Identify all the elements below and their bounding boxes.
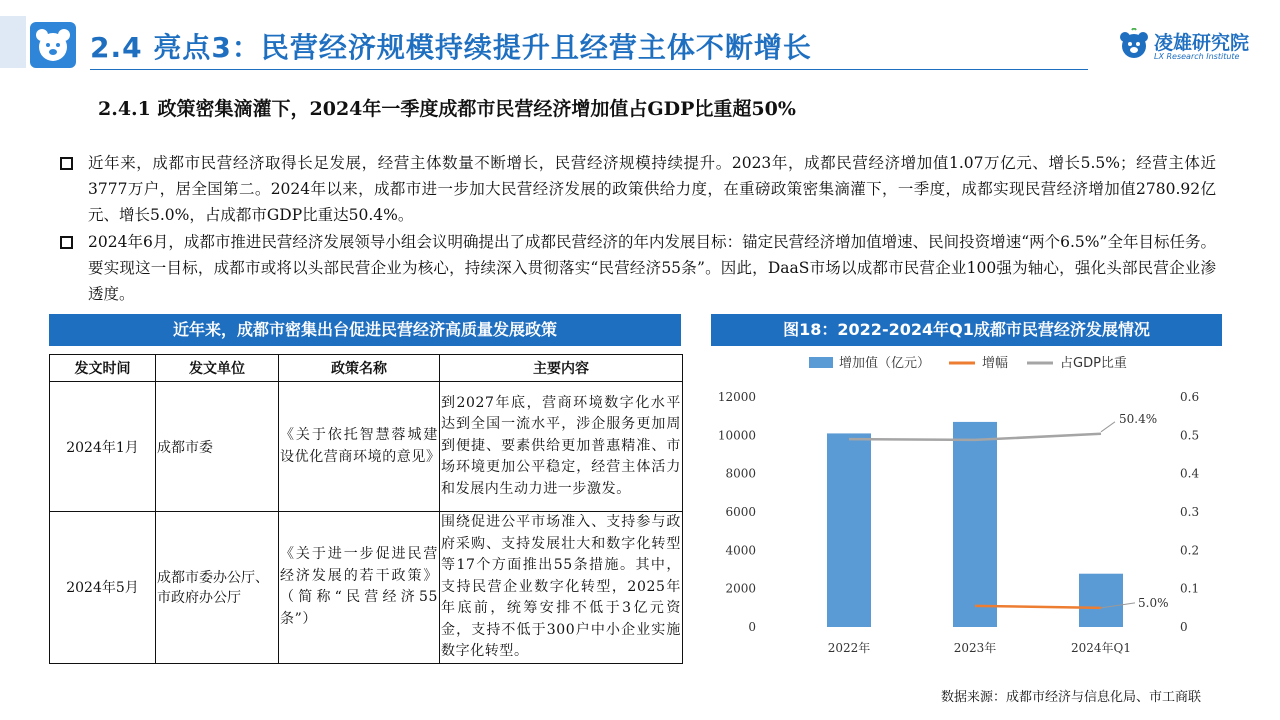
left-axis-tick-label: 2000 — [725, 581, 756, 596]
paragraph-1: 近年来，成都市民营经济取得长足发展，经营主体数量不断增长，民营经济规模持续提升。2023年，成都民营经济增加值1.07万亿元、增长5.5%；经营主体近3777万户，居全国第二。2024年以来，成都市进一步加大民营经济发展的政策供给力度，在重磅政策密集滴灌下，一季度，成都实现民营经济增加值2780.92亿元、增长5.0%，占成都市GDP比重达50.4%。 — [88, 154, 1216, 224]
paragraph-2: 2024年6月，成都市推进民营经济发展领导小组会议明确提出了成都民营经济的年内发展目标：锚定民营经济增加值增速、民间投资增速“两个6.5%”全年目标任务。要实现这一目标，成都市或将以头部民营企业为核心，持续深入贯彻落实“民营经济55条”。因此，DaaS市场以成都市民营企业100强为轴心，强化头部民营企业渗透度。 — [88, 233, 1216, 303]
bullet-square-icon — [60, 236, 73, 249]
growth-data-label: 5.0% — [1138, 595, 1169, 610]
policy-table — [49, 354, 683, 664]
column-header: 发文单位 — [156, 355, 279, 382]
right-axis-tick-label: 0.2 — [1180, 543, 1200, 558]
left-axis-tick-label: 10000 — [717, 428, 756, 443]
legend-label: 增幅 — [982, 356, 1009, 371]
legend-label: 增加值（亿元） — [839, 356, 931, 371]
brand-subtitle: LX Research Institute — [1154, 52, 1240, 61]
bullet-square-icon — [60, 157, 73, 170]
cell-date: 2024年1月 — [50, 382, 156, 512]
cell-content: 围绕促进公平市场准入、支持参与政府采购、支持发展壮大和数字化转型等17个方面推出55条措施。其中，支持民营企业数字化转型，2025年年底前，统筹安排不低于3亿元资金，支持不低于300户中小企业实施数字化转型。 — [440, 512, 683, 664]
header-accent-band — [0, 16, 26, 68]
left-axis-tick-label: 4000 — [725, 543, 756, 558]
cell-content: 到2027年底，营商环境数字化水平达到全国一流水平，涉企服务更加周到便捷、要素供给更加普惠精准、市场环境更加公平稳定，经营主体活力和发展内生动力进一步激发。 — [440, 382, 683, 512]
table-row — [50, 382, 683, 512]
x-axis-tick-label: 2023年 — [953, 641, 997, 655]
bar — [827, 433, 871, 627]
annotation-leader — [1101, 422, 1115, 432]
header-divider — [90, 69, 1088, 70]
page-title: 2.4 亮点3：民营经济规模持续提升且经营主体不断增长 — [90, 31, 812, 64]
column-header: 主要内容 — [440, 355, 683, 382]
right-axis-tick-label: 0.4 — [1180, 466, 1200, 481]
cell-policy-name: 《关于进一步促进民营经济发展的若干政策》（简称“民营经济55条”） — [279, 512, 440, 664]
right-axis-tick-label: 0.5 — [1180, 428, 1200, 443]
right-axis-tick-label: 0 — [1180, 620, 1188, 634]
bear-logo-icon — [30, 22, 76, 68]
table-header-row — [50, 355, 683, 382]
left-axis-tick-label: 12000 — [717, 390, 756, 404]
table-row — [50, 512, 683, 664]
brand-bear-icon — [1118, 28, 1150, 60]
section-title: 2.4.1 政策密集滴灌下，2024年一季度成都市民营经济增加值占GDP比重超50% — [98, 98, 796, 120]
brand-name: 凌雄研究院 — [1154, 32, 1250, 54]
column-header: 发文时间 — [50, 355, 156, 382]
cell-issuer: 成都市委 — [156, 382, 279, 512]
brand-logo — [1118, 28, 1250, 64]
x-axis-tick-label: 2024年Q1 — [1070, 641, 1132, 655]
cell-policy-name: 《关于依托智慧蓉城建设优化营商环境的意见》 — [279, 382, 440, 512]
data-source: 数据来源：成都市经济与信息化局、市工商联 — [941, 690, 1202, 705]
cell-issuer: 成都市委办公厅、市政府办公厅 — [156, 512, 279, 664]
column-header: 政策名称 — [279, 355, 440, 382]
development-chart — [711, 346, 1222, 666]
x-axis-tick-label: 2022年 — [827, 641, 871, 655]
bar — [1079, 574, 1123, 627]
right-axis-tick-label: 0.3 — [1180, 505, 1200, 519]
chart-title: 图18：2022-2024年Q1成都市民营经济发展情况 — [711, 314, 1222, 346]
bar — [953, 422, 997, 627]
legend-bar-swatch — [809, 357, 833, 368]
legend-label: 占GDP比重 — [1060, 356, 1127, 371]
left-axis-tick-label: 6000 — [725, 505, 756, 519]
right-axis-tick-label: 0.6 — [1180, 390, 1200, 404]
left-axis-tick-label: 8000 — [725, 466, 756, 481]
left-axis-tick-label: 0 — [748, 620, 756, 634]
right-axis-tick-label: 0.1 — [1180, 581, 1200, 596]
cell-date: 2024年5月 — [50, 512, 156, 664]
share-data-label: 50.4% — [1119, 411, 1158, 426]
policy-table-title: 近年来，成都市密集出台促进民营经济高质量发展政策 — [49, 314, 681, 346]
